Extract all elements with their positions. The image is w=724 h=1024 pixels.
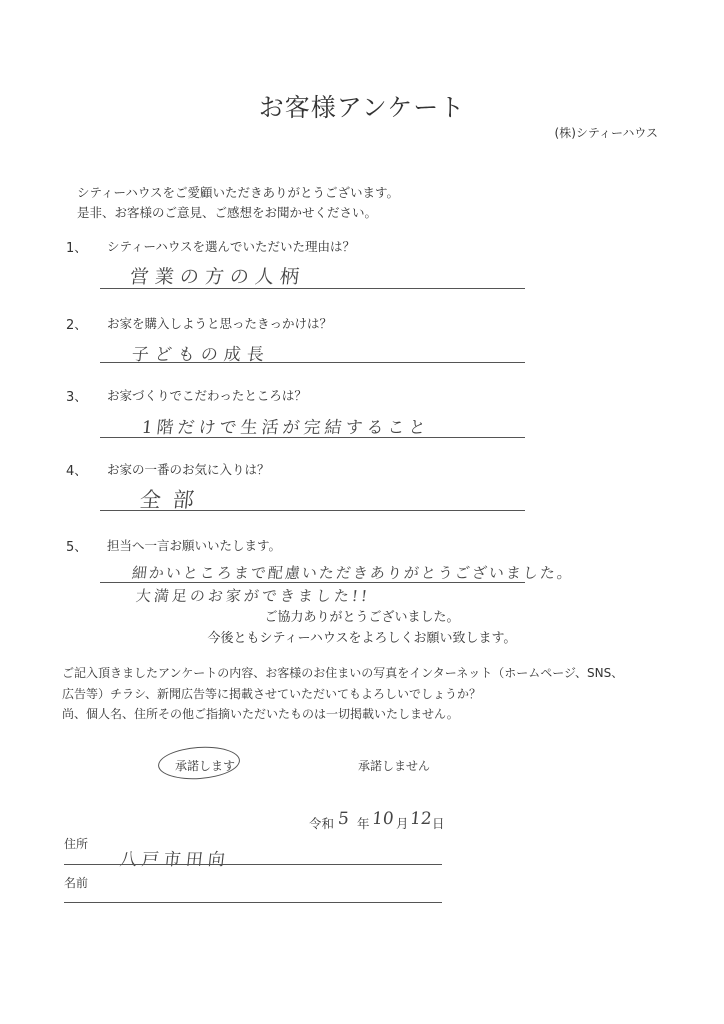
answer-2[interactable]: 子どもの成長 bbox=[130, 345, 271, 365]
answer-2-line bbox=[100, 362, 525, 363]
intro-line-1: シティーハウスをご愛顧いただきありがとうございます。 bbox=[77, 185, 400, 200]
consent-line-2: 広告等）チラシ、新聞広告等に掲載させていただいてもよろしいでしょうか？ bbox=[62, 687, 482, 701]
disagree-option[interactable]: 承諾しません bbox=[358, 759, 431, 773]
date-day[interactable]: 12 bbox=[408, 809, 433, 829]
date-era: 令和 bbox=[309, 816, 335, 831]
date-month[interactable]: 10 bbox=[370, 809, 395, 829]
answer-5-line-2[interactable]: 大満足のお家ができました!! bbox=[135, 587, 371, 605]
question-1-text: シティーハウスを選んでいただいた理由は？ bbox=[107, 239, 356, 254]
date-year-unit: 年 bbox=[357, 816, 370, 831]
answer-1[interactable]: 営業の方の人柄 bbox=[128, 266, 307, 288]
company-name: (株)シティーハウス bbox=[554, 126, 658, 140]
question-3-text: お家づくりでこだわったところは？ bbox=[107, 388, 307, 403]
answer-5-line bbox=[100, 582, 525, 583]
question-5-number: 5、 bbox=[66, 540, 88, 555]
date-day-unit: 日 bbox=[432, 816, 445, 831]
thanks-line-2: 今後ともシティーハウスをよろしくお願い致します。 bbox=[207, 631, 517, 646]
question-3-number: 3、 bbox=[66, 390, 88, 405]
question-4-text: お家の一番のお気に入りは？ bbox=[107, 462, 270, 477]
name-label: 名前 bbox=[64, 876, 89, 890]
thanks-line-1: ご協力ありがとうございました。 bbox=[264, 610, 460, 625]
question-5-text: 担当へ一言お願いいたします。 bbox=[107, 538, 282, 553]
intro-line-2: 是非、お客様のご意見、ご感想をお聞かせください。 bbox=[77, 205, 378, 220]
answer-4[interactable]: 全部 bbox=[138, 488, 208, 512]
answer-3[interactable]: 1階だけで生活が完結すること bbox=[140, 418, 431, 438]
name-line[interactable] bbox=[64, 902, 442, 903]
date-month-unit: 月 bbox=[396, 816, 409, 831]
question-2-number: 2、 bbox=[66, 318, 88, 333]
consent-line-3: 尚、個人名、住所その他ご指摘いただいたものは一切掲載いたしません。 bbox=[62, 707, 459, 721]
question-1-number: 1、 bbox=[66, 241, 88, 256]
answer-3-line bbox=[100, 437, 525, 438]
form-title: お客様アンケート bbox=[258, 93, 466, 122]
date-year[interactable]: 5 bbox=[336, 809, 350, 829]
answer-1-line bbox=[100, 288, 525, 289]
address-line bbox=[64, 864, 442, 865]
question-4-number: 4、 bbox=[66, 464, 88, 479]
consent-line-1: ご記入頂きましたアンケートの内容、お客様のお住まいの写真をインターネット（ホームページ、SNS、 bbox=[62, 666, 624, 680]
address-label: 住所 bbox=[64, 837, 89, 851]
answer-4-line bbox=[100, 510, 525, 511]
question-2-text: お家を購入しようと思ったきっかけは？ bbox=[107, 316, 333, 331]
agree-option[interactable]: 承諾します bbox=[175, 759, 236, 773]
address-value[interactable]: 八戸市田向 bbox=[118, 850, 231, 870]
answer-5-line-1[interactable]: 細かいところまで配慮いただきありがとうございました。 bbox=[131, 564, 575, 582]
